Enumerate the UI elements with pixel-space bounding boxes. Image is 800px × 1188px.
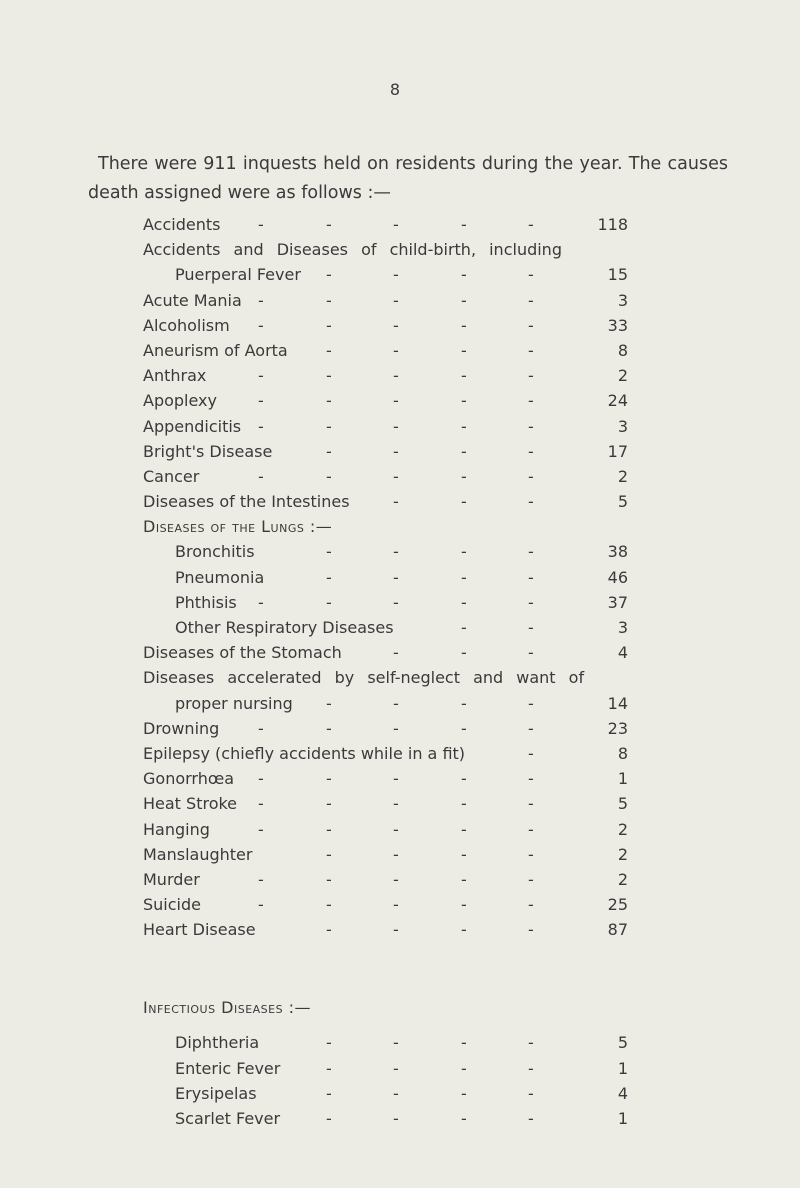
dash: - <box>461 819 467 839</box>
dash: - <box>393 718 399 738</box>
dash: - <box>461 215 467 234</box>
cause-count: 8 <box>617 340 628 360</box>
dash: - <box>258 466 264 486</box>
dash: - <box>393 1083 399 1103</box>
dash: - <box>528 542 534 562</box>
dash: - <box>528 1058 534 1078</box>
cause-count: 4 <box>617 1083 628 1103</box>
dash: - <box>258 366 264 386</box>
dash: - <box>528 794 534 814</box>
dash: - <box>528 693 534 713</box>
table-row <box>143 867 628 892</box>
table-row <box>143 464 628 489</box>
dash: - <box>461 618 467 637</box>
dash: - <box>258 315 264 335</box>
cause-label: Heat Stroke <box>143 794 238 814</box>
dash: - <box>326 265 332 285</box>
table-row-label-line: Diseases accelerated by self-neglect and want of <box>143 668 585 688</box>
dash: - <box>461 769 467 789</box>
dash: - <box>326 290 332 310</box>
dash: - <box>528 844 534 864</box>
cause-label: Diseases of the Intestines <box>143 492 350 512</box>
cause-count: 5 <box>617 1033 628 1053</box>
table-row <box>143 1081 628 1106</box>
dash: - <box>393 567 399 587</box>
cause-label: Pneumonia <box>175 567 265 587</box>
table-row <box>143 640 628 665</box>
cause-count: 118 <box>597 215 628 234</box>
cause-label: Murder <box>143 869 200 889</box>
dash: - <box>393 466 399 486</box>
dash: - <box>258 895 264 915</box>
dash: - <box>326 466 332 486</box>
dash: - <box>528 618 534 637</box>
cause-count: 33 <box>607 315 628 335</box>
dash: - <box>461 794 467 814</box>
dash: - <box>461 895 467 915</box>
dash: - <box>258 769 264 789</box>
dash: - <box>461 1033 467 1053</box>
dash: - <box>393 1058 399 1078</box>
dash: - <box>258 794 264 814</box>
dash: - <box>461 643 467 663</box>
dash: - <box>258 718 264 738</box>
dash: - <box>461 492 467 512</box>
cause-count: 2 <box>617 844 628 864</box>
dash: - <box>393 794 399 814</box>
cause-label: proper nursing <box>175 693 293 713</box>
dash: - <box>393 265 399 285</box>
cause-label: Scarlet Fever <box>175 1109 281 1128</box>
dash: - <box>528 718 534 738</box>
cause-count: 25 <box>607 895 628 915</box>
cause-label: Heart Disease <box>143 920 256 940</box>
cause-label: Diseases of the Stomach <box>143 643 342 663</box>
table-row <box>143 212 628 237</box>
lung-causes <box>143 539 628 640</box>
cause-count: 3 <box>617 416 628 436</box>
dash: - <box>528 466 534 486</box>
cause-count: 3 <box>617 618 628 637</box>
dash: - <box>393 416 399 436</box>
dash: - <box>528 315 534 335</box>
dash: - <box>326 441 332 461</box>
dash: - <box>326 315 332 335</box>
cause-label: Apoplexy <box>143 391 217 411</box>
dash: - <box>461 1083 467 1103</box>
cause-count: 87 <box>607 920 628 940</box>
dash: - <box>258 215 264 234</box>
dash: - <box>393 391 399 411</box>
dash: - <box>528 265 534 285</box>
table-row <box>143 892 628 917</box>
dash: - <box>461 693 467 713</box>
dash: - <box>326 693 332 713</box>
dash: - <box>393 441 399 461</box>
table-row <box>143 539 628 564</box>
dash: - <box>393 215 399 234</box>
dash: - <box>528 215 534 234</box>
table-row <box>143 338 628 363</box>
cause-count: 4 <box>617 643 628 663</box>
table-row <box>143 716 628 741</box>
cause-label: Diphtheria <box>175 1033 260 1053</box>
cause-count: 38 <box>607 542 628 562</box>
dash: - <box>528 769 534 789</box>
cause-count: 2 <box>617 466 628 486</box>
dash: - <box>326 215 332 234</box>
dash: - <box>258 592 264 612</box>
cause-label: Manslaughter <box>143 844 253 864</box>
cause-label: Bright's Disease <box>143 441 273 461</box>
dash: - <box>528 340 534 360</box>
dash: - <box>393 340 399 360</box>
cause-count: 14 <box>607 693 628 713</box>
cause-count: 1 <box>617 1058 628 1078</box>
cause-label: Hanging <box>143 819 210 839</box>
cause-count: 1 <box>617 1109 628 1128</box>
dash: - <box>461 920 467 940</box>
infectious-heading: Infectious Diseases :— <box>143 998 312 1018</box>
cause-count: 23 <box>607 718 628 738</box>
table-row <box>143 565 628 590</box>
dash: - <box>393 366 399 386</box>
dash: - <box>528 869 534 889</box>
table-row-label-line: Accidents and Diseases of child-birth, including <box>143 240 562 260</box>
dash: - <box>461 844 467 864</box>
cause-label: Bronchitis <box>175 542 255 562</box>
table-row <box>143 817 628 842</box>
table-row <box>143 439 628 464</box>
dash: - <box>461 1109 467 1128</box>
cause-count: 5 <box>617 794 628 814</box>
dash: - <box>258 869 264 889</box>
table-row <box>143 691 628 716</box>
dash: - <box>393 1109 399 1128</box>
page-number: 8 <box>389 80 401 99</box>
dash: - <box>393 592 399 612</box>
cause-label: Accidents <box>143 215 221 234</box>
dash: - <box>461 315 467 335</box>
table-row <box>143 917 628 942</box>
table-row <box>143 414 628 439</box>
cause-count: 24 <box>607 391 628 411</box>
dash: - <box>461 265 467 285</box>
table-row <box>143 489 628 514</box>
cause-label: Suicide <box>143 895 201 915</box>
dash: - <box>258 819 264 839</box>
table-row <box>143 288 628 313</box>
cause-label: Aneurism of Aorta <box>143 340 288 360</box>
dash: - <box>326 1058 332 1078</box>
cause-count: 5 <box>617 492 628 512</box>
table-row <box>143 791 628 816</box>
dash: - <box>528 1083 534 1103</box>
dash: - <box>461 366 467 386</box>
cause-label: Epilepsy (chiefly accidents while in a fit) <box>143 743 466 763</box>
cause-count: 46 <box>607 567 628 587</box>
cause-label: Anthrax <box>143 366 207 386</box>
cause-count: 2 <box>617 366 628 386</box>
dash: - <box>393 693 399 713</box>
table-row <box>143 388 628 413</box>
dash: - <box>528 592 534 612</box>
dash: - <box>326 895 332 915</box>
table-row <box>143 590 628 615</box>
dash: - <box>326 1109 332 1128</box>
cause-count: 2 <box>617 819 628 839</box>
dash: - <box>461 718 467 738</box>
dash: - <box>326 844 332 864</box>
dash: - <box>393 643 399 663</box>
dash: - <box>461 466 467 486</box>
cause-count: 15 <box>607 265 628 285</box>
table-row <box>143 766 628 791</box>
dash: - <box>461 391 467 411</box>
dash: - <box>461 340 467 360</box>
cause-label: Other Respiratory Diseases <box>175 618 394 637</box>
dash: - <box>393 315 399 335</box>
dash: - <box>393 895 399 915</box>
cause-label: Drowning <box>143 718 220 738</box>
cause-label: Phthisis <box>175 592 237 612</box>
dash: - <box>393 869 399 889</box>
dash: - <box>393 542 399 562</box>
dash: - <box>528 492 534 512</box>
dash: - <box>528 416 534 436</box>
dash: - <box>461 1058 467 1078</box>
cause-count: 17 <box>607 441 628 461</box>
causes-list <box>143 212 628 1131</box>
table-row <box>143 262 628 287</box>
cause-label: Erysipelas <box>175 1083 257 1103</box>
dash: - <box>258 290 264 310</box>
table-row <box>143 615 628 640</box>
table-row <box>143 363 628 388</box>
dash: - <box>461 869 467 889</box>
dash: - <box>326 1083 332 1103</box>
dash: - <box>528 567 534 587</box>
table-row <box>143 1056 628 1081</box>
dash: - <box>326 366 332 386</box>
dash: - <box>528 1033 534 1053</box>
dash: - <box>528 920 534 940</box>
dash: - <box>326 794 332 814</box>
dash: - <box>258 416 264 436</box>
cause-count: 1 <box>617 769 628 789</box>
dash: - <box>461 567 467 587</box>
dash: - <box>326 718 332 738</box>
cause-label: Enteric Fever <box>175 1058 281 1078</box>
dash: - <box>393 492 399 512</box>
dash: - <box>461 542 467 562</box>
dash: - <box>326 592 332 612</box>
dash: - <box>326 1033 332 1053</box>
general-causes <box>143 212 628 514</box>
dash: - <box>393 819 399 839</box>
dash: - <box>528 290 534 310</box>
dash: - <box>528 743 534 763</box>
cause-count: 2 <box>617 869 628 889</box>
dash: - <box>326 542 332 562</box>
table-row <box>143 1106 628 1131</box>
dash: - <box>393 920 399 940</box>
intro-paragraph: There were 911 inquests held on residents during the year. The causes death assigned were as follows :— <box>88 153 728 203</box>
table-row <box>143 313 628 338</box>
dash: - <box>326 769 332 789</box>
cause-count: 37 <box>607 592 628 612</box>
dash: - <box>326 391 332 411</box>
dash: - <box>528 643 534 663</box>
cause-label: Alcoholism <box>143 315 230 335</box>
cause-count: 3 <box>617 290 628 310</box>
dash: - <box>461 441 467 461</box>
dash: - <box>528 441 534 461</box>
cause-label: Gonorrhœa <box>143 769 235 789</box>
lungs-heading: Diseases of the Lungs :— <box>143 517 333 537</box>
table-row <box>143 1030 628 1055</box>
dash: - <box>393 769 399 789</box>
dash: - <box>528 1109 534 1128</box>
cause-label: Appendicitis <box>143 416 242 436</box>
dash: - <box>258 391 264 411</box>
dash: - <box>528 895 534 915</box>
dash: - <box>326 567 332 587</box>
dash: - <box>393 844 399 864</box>
dash: - <box>326 819 332 839</box>
cause-label: Cancer <box>143 466 200 486</box>
dash: - <box>461 416 467 436</box>
dash: - <box>326 920 332 940</box>
dash: - <box>326 416 332 436</box>
dash: - <box>461 592 467 612</box>
general-causes-2 <box>143 640 628 942</box>
dash: - <box>528 819 534 839</box>
table-row <box>143 842 628 867</box>
table-row <box>143 741 628 766</box>
dash: - <box>326 869 332 889</box>
dash: - <box>461 290 467 310</box>
cause-label: Puerperal Fever <box>175 265 301 285</box>
infectious-causes <box>143 1030 628 1131</box>
dash: - <box>326 340 332 360</box>
dash: - <box>528 391 534 411</box>
cause-label: Acute Mania <box>143 290 242 310</box>
cause-count: 8 <box>617 743 628 763</box>
dash: - <box>528 366 534 386</box>
dash: - <box>393 1033 399 1053</box>
dash: - <box>393 290 399 310</box>
